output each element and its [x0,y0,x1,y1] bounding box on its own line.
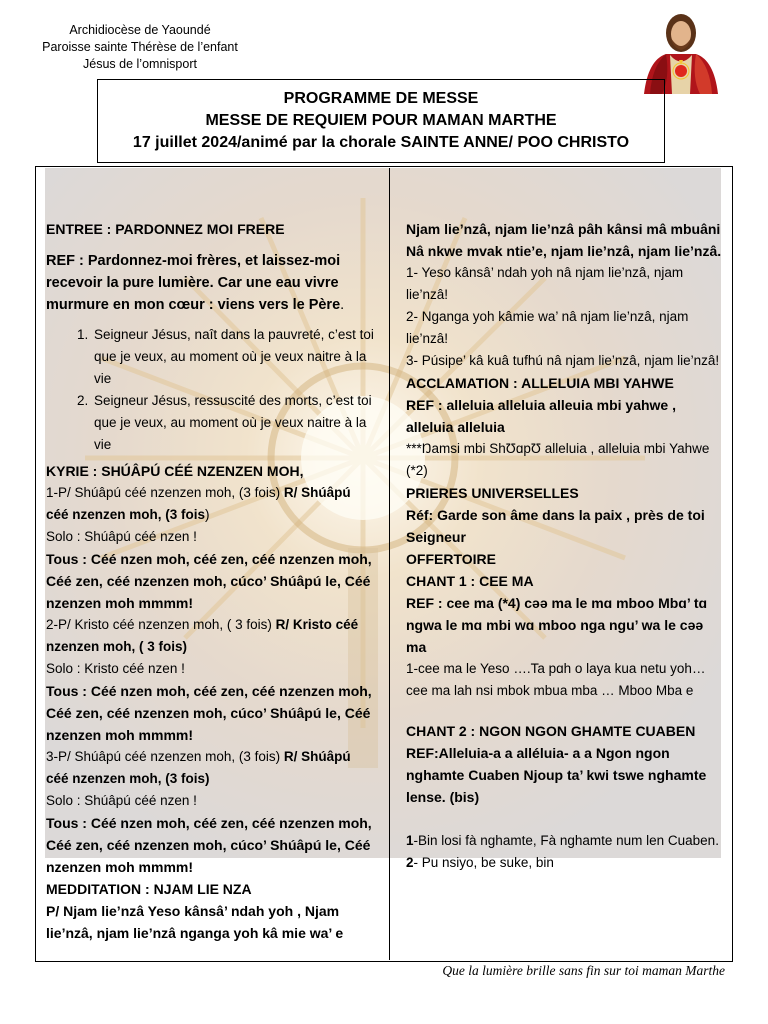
program-title: PROGRAMME DE MESSE [283,90,479,107]
archdiocese-line: Archidiocèse de Yaoundé [69,23,211,37]
offertoire-heading: OFFERTOIRE [406,551,496,567]
prieres-refrain: Réf: Garde son âme dans la paix , près de toi Seigneur [406,507,705,545]
meditation-heading: MEDDITATION : NJAM LIE NZA [46,881,252,897]
entree-heading: ENTREE : PARDONNEZ MOI FRERE [46,221,285,237]
kyrie-1-response: R/ Shúâpú céé nzenzen moh, (3 fois [46,485,351,522]
right-column [406,218,722,874]
acclamation-heading: ACCLAMATION : ALLELUIA MBI YAHWE [406,375,674,391]
acclamation-verse: ***Ŋamsi mbi ShƱɑpƱ alleluia , alleluia mbi Yahwe (*2) [406,441,710,478]
parish-line: Paroisse sainte Thérèse de l’enfant [42,40,238,54]
kyrie-2-tous: Tous : Céé nzen moh, céé zen, céé nzenzen moh, Céé zen, céé nzenzen moh, cúco’ Shúâpú le, Céé nzenzen moh mmmm! [46,683,372,743]
meditation-continuation: Njam lie’nzâ, njam lie’nzâ pâh kânsi mâ mbuâni Nâ nkwe mvak ntie’e, njam lie’nzâ, njam lie’nzâ. [406,221,722,259]
mass-date-line: 17 juillet 2024/animé par la chorale SAINTE ANNE/ POO CHRISTO [132,134,630,151]
kyrie-2-solo: Solo : Kristo céé nzen ! [46,661,185,676]
program-title-box [97,79,665,163]
left-column [46,218,376,944]
meditation-refrain: P/ Njam lie’nzâ Yeso kânsâ’ ndah yoh , Njam lie’nzâ, njam lie’nzâ nganga yoh kâ mie wa’ e [46,903,344,941]
chant-2-verse-1: -Bin losi fà nghamte, Fà nghamte num len Cuaben. [413,833,719,848]
kyrie-1-close: ) [205,507,210,522]
meditation-verse-1: 1- Yeso kânsâ’ ndah yoh nâ njam lie’nzâ, njam lie’nzâ! [406,265,684,302]
chant-2-verse-2: - Pu nsiyo, be suke, bin [413,855,554,870]
kyrie-1-solo: Solo : Shúâpú céé nzen ! [46,529,197,544]
kyrie-3-tous: Tous : Céé nzen moh, céé zen, céé nzenzen moh, Céé zen, céé nzenzen moh, cúco’ Shúâpú le, Céé nzenzen moh mmmm! [46,815,372,875]
entree-verse: 1. Seigneur Jésus, naît dans la pauvreté, c’est toi que je veux, au moment où je veux naitre à la vie [92,324,376,390]
kyrie-verse-2 [46,614,376,658]
closing-prayer: Que la lumière brille sans fin sur toi maman Marthe [442,963,725,978]
kyrie-label: KYRIE [46,463,89,479]
parish-header [30,22,250,73]
chant-1-verse: 1-cee ma le Yeso ….Ta pɑh o laya kua netu yoh… cee ma lah nsi mbok mbua mba … Mboo Mba e [406,661,706,698]
entree-refrain-end: . [340,297,345,313]
kyrie-3-call: 3-P/ Shúâpú céé nzenzen moh, (3 fois) [46,749,284,764]
column-divider [389,168,390,960]
mass-title: MESSE DE REQUIEM POUR MAMAN MARTHE [205,112,557,129]
kyrie-heading [46,460,376,482]
kyrie-2-call: 2-P/ Kristo céé nzenzen moh, ( 3 fois) [46,617,276,632]
meditation-verse-2: 2- Nganga yoh kâmie wa’ nâ njam lie’nzâ, njam lie’nzâ! [406,309,689,346]
kyrie-title: : SHÚÂPÚ CÉÉ NZENZEN MOH, [88,463,304,479]
chant-1-heading: CHANT 1 : CEE MA [406,573,534,589]
kyrie-3-solo: Solo : Shúâpú céé nzen ! [46,793,197,808]
chant-2-verse-1-number: 1 [406,833,414,848]
prieres-heading: PRIERES UNIVERSELLES [406,485,579,501]
kyrie-1-tous: Tous : Céé nzen moh, céé zen, céé nzenzen moh, Céé zen, céé nzenzen moh, cúco’ Shúâpú le, Céé nzenzen moh mmmm! [46,551,372,611]
kyrie-1-call: 1-P/ Shúâpú céé nzenzen moh, (3 fois) [46,485,284,500]
entree-verse: 2. Seigneur Jésus, ressuscité des morts, c’est toi que je veux, au moment où je veux naitre à la vie [92,390,376,456]
chant-2-heading: CHANT 2 : NGON NGON GHAMTE CUABEN [406,723,696,739]
chant-2-verse-2-number: 2 [406,855,414,870]
kyrie-3-response: R/ Shúâpú céé nzenzen moh, (3 fois) [46,749,351,786]
kyrie-verse-1 [46,482,376,526]
kyrie-verse-3 [46,746,376,790]
kyrie-2-response: R/ Kristo céé nzenzen moh, ( 3 fois) [46,617,359,654]
meditation-verse-3: 3- Púsipe’ kâ kuâ tufhú nâ njam lie’nzâ, njam lie’nzâ! [406,353,720,368]
chant-2-refrain: REF:Alleluia-a a alléluia- a a Ngon ngon nghamte Cuaben Njoup ta’ kwi tswe nghamte lense. (bis) [406,745,707,805]
chant-2-verses [406,830,722,874]
acclamation-refrain: REF : alleluia alleluia alleuia mbi yahwe , alleluia alleluia [406,397,676,435]
parish-line-2: Jésus de l’omnisport [83,57,197,71]
entree-refrain-text: REF : Pardonnez-moi frères, et laissez-moi recevoir la pure lumière. Car une eau vivre murmure en mon cœur : viens vers le Père [46,253,341,313]
entree-refrain [46,250,376,316]
entree-verses [46,324,376,456]
chant-1-refrain: REF : cee ma (*4) cəə ma le mɑ mboo Mbɑ’ tɑ ngwa le mɑ mbi wɑ mboo nga ngu’ wa le cəə ma [406,595,708,655]
